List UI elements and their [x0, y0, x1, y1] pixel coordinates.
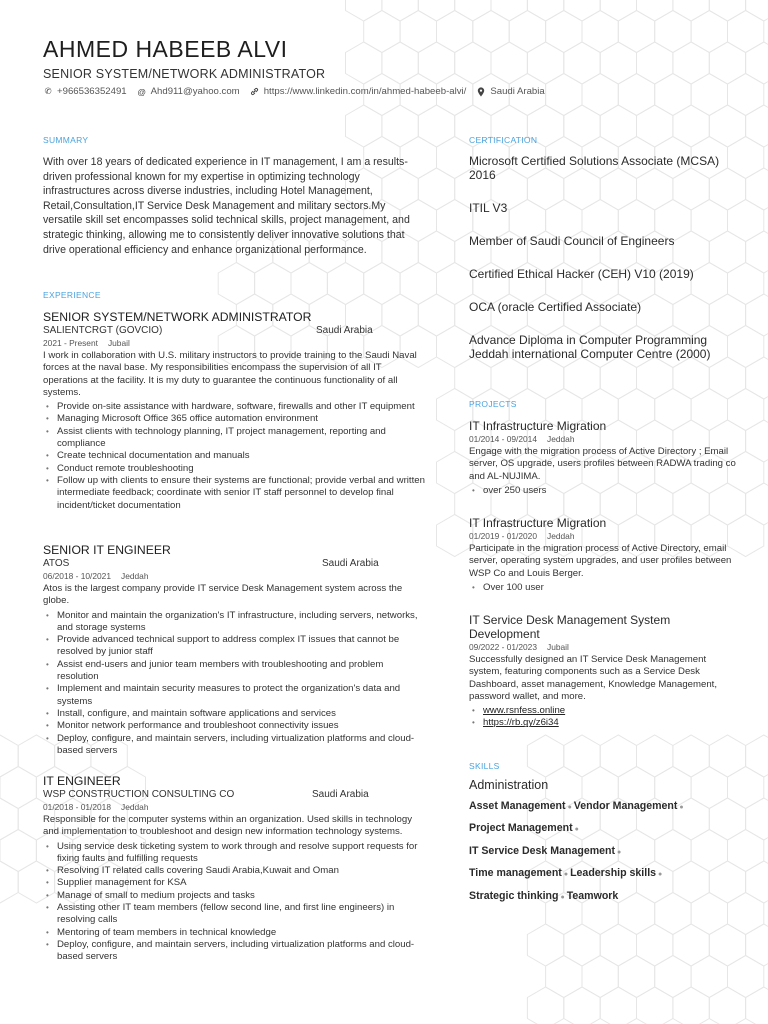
phone-text: +966536352491: [57, 86, 127, 97]
bullet-item: • Using service desk ticketing system to work through and resolve support requests for fixing faults and fulfilling requests: [43, 841, 427, 866]
job-dates: 2021 - Present: [43, 338, 98, 348]
projects-heading: PROJECTS: [469, 399, 517, 409]
bullet-item: • Assist end-users and junior team members with troubleshooting and problem resolution: [43, 659, 427, 684]
project-bullets: [469, 485, 739, 497]
certification-item: Advance Diploma in Computer Programming Jeddah international Computer Centre (2000): [469, 333, 711, 361]
contact-bar: [43, 86, 545, 97]
certification-list: [469, 154, 739, 361]
bullet-item: • Provide advanced technical support to address complex IT issues that cannot be resolved by junior staff: [43, 634, 427, 659]
skill-separator: ●: [658, 871, 663, 879]
project-city: Jeddah: [547, 434, 575, 444]
job-city: Jubail: [107, 338, 130, 348]
project-description: Engage with the migration process of Active Directory ; Email server, OS upgrade, users profiles between RADWA trading co and AL-NUJIMA.: [469, 446, 736, 482]
skill-item: Asset Management: [469, 800, 566, 812]
job-title: SENIOR SYSTEM/NETWORK ADMINISTRATOR: [43, 310, 312, 324]
bullet-item: • Assisting other IT team members (fellow second line, and first line engineers) in resolving calls: [43, 902, 427, 927]
contact-email[interactable]: [137, 86, 240, 97]
project-title: IT Service Desk Management System Development: [469, 613, 671, 641]
bullet-item: • Deploy, configure, and maintain servers, including virtualization platforms and cloud-based servers: [43, 939, 427, 964]
skill-item: Strategic thinking: [469, 889, 559, 902]
skills-section: [469, 761, 739, 912]
skill-separator: ●: [574, 826, 579, 834]
contact-phone: [43, 86, 127, 97]
candidate-role: SENIOR SYSTEM/NETWORK ADMINISTRATOR: [43, 67, 326, 81]
at-icon: @: [137, 86, 146, 97]
job-country: Saudi Arabia: [316, 325, 373, 336]
certification-item: Microsoft Certified Solutions Associate (MCSA) 2016: [469, 154, 720, 182]
bullet-item: • Create technical documentation and manuals: [43, 450, 427, 462]
summary-heading: SUMMARY: [43, 135, 89, 145]
job-dates: 01/2018 - 01/2018: [43, 802, 111, 812]
job-bullets: [43, 841, 427, 964]
project-link-item[interactable]: [469, 717, 739, 729]
skill-line: [469, 890, 739, 912]
skill-item: IT Service Desk Management: [469, 844, 616, 857]
bullet-item: • Monitor network performance and troubleshoot connectivity issues: [43, 720, 427, 732]
project-description: Participate in the migration process of Active Directory, email server, operating system upgrades, and user profiles between WSP Co and Louis Berger.: [469, 543, 732, 579]
project-city: Jeddah: [547, 531, 575, 541]
certification-heading: CERTIFICATION: [469, 135, 538, 145]
project-link[interactable]: https://rb.gy/z6i34: [483, 717, 559, 729]
project-bullets: [469, 582, 739, 594]
project-title: IT Infrastructure Migration: [469, 419, 607, 433]
job-description: Atos is the largest company provide IT service Desk Management system across the globe.: [43, 583, 403, 607]
skills-heading: SKILLS: [469, 761, 500, 771]
bullet-item: • Conduct remote troubleshooting: [43, 463, 427, 475]
left-column: [43, 135, 427, 963]
certification-item: OCA (oracle Certified Associate): [469, 300, 642, 314]
project-links: [469, 705, 739, 730]
job-description: I work in collaboration with U.S. military instructors to provide training to the Saudi Naval forces at the naval base. My responsibilities encompass the supervision of all IT operations at the facility. It is my duty to guarantee the continuous functionality of all systems.: [43, 350, 417, 398]
candidate-name: AHMED HABEEB ALVI: [43, 36, 288, 62]
bullet-item: • Install, configure, and maintain software applications and services: [43, 708, 427, 720]
bullet-item: • Managing Microsoft Office 365 office automation environment: [43, 413, 427, 425]
skill-separator: ●: [563, 871, 569, 879]
skill-item: Teamwork: [566, 889, 619, 902]
bullet-item: • Over 100 user: [469, 582, 739, 594]
right-column: [469, 135, 739, 902]
location-pin-icon: [476, 87, 486, 97]
phone-icon: ✆: [44, 86, 52, 96]
job-entry: [43, 543, 427, 757]
certification-item: ITIL V3: [469, 201, 508, 215]
contact-location: [476, 86, 544, 97]
job-description: Responsible for the computer systems within an organization. Used skills in technology and implementation to troubleshoot and design new information technology systems.: [43, 814, 413, 838]
project-title: IT Infrastructure Migration: [469, 516, 607, 530]
job-company: ATOS: [43, 558, 70, 569]
job-entry: [43, 310, 427, 512]
job-country: Saudi Arabia: [322, 558, 379, 569]
job-company: SALIENTCRGT (GOVCIO): [43, 325, 163, 336]
skill-separator: ●: [560, 893, 565, 901]
skill-item: Time management: [469, 867, 562, 880]
project-link[interactable]: www.rsnfess.online: [483, 705, 566, 717]
project-entry: [469, 419, 739, 497]
bullet-item: • Resolving IT related calls covering Saudi Arabia,Kuwait and Oman: [43, 865, 427, 877]
job-bullets: [43, 610, 427, 758]
project-link-item[interactable]: [469, 705, 739, 717]
job-entry: [43, 774, 427, 964]
job-country: Saudi Arabia: [312, 789, 369, 800]
bullet-item: • Follow up with clients to ensure their systems are functional; provide verbal and written intermediate feedback; coordinate with senior IT staff personnel to develop final incident/ticket documentation: [43, 475, 427, 512]
project-dates: 01/2014 - 09/2014: [469, 434, 537, 444]
skill-item: Vendor Management: [573, 800, 678, 812]
job-city: Jeddah: [121, 802, 149, 812]
bullet-item: • Monitor and maintain the organization's IT infrastructure, including servers, networks, and storage systems: [43, 610, 427, 635]
certification-item: Member of Saudi Council of Engineers: [469, 234, 675, 248]
skill-separator: ●: [617, 848, 622, 856]
bullet-item: • Mentoring of team members in technical knowledge: [43, 927, 427, 939]
bullet-item: • Assist clients with technology planning, IT project management, reporting and compliance: [43, 426, 427, 451]
project-dates: 09/2022 - 01/2023: [469, 642, 537, 652]
certification-item: Certified Ethical Hacker (CEH) V10 (2019): [469, 267, 694, 281]
job-dates: 06/2018 - 10/2021: [43, 571, 111, 581]
job-bullets: [43, 401, 427, 512]
bullet-item: • Deploy, configure, and maintain servers, including virtualization platforms and cloud-based servers: [43, 733, 427, 758]
linkedin-text[interactable]: https://www.linkedin.com/in/ahmed-habeeb-alvi/: [263, 86, 467, 97]
skill-line: [469, 800, 739, 822]
link-icon: [250, 87, 260, 97]
project-dates: 01/2019 - 01/2020: [469, 531, 537, 541]
project-city: Jubail: [547, 642, 569, 652]
summary-text: With over 18 years of dedicated experience in IT management, I am a results-driven professional known for my expertise in optimizing technology infrastructures across diverse industries, including Hotel Management, Retail,Consultation,IT Service Desk Management and military sectors.My versatile skill set encompasses solid technical skills, project management, and strategic thinking, allowing me to consistently deliver innovative solutions that drive operational efficiency and enhance organizational performance.: [43, 156, 410, 256]
skill-item: Project Management: [469, 822, 573, 835]
skill-line: [469, 822, 739, 844]
bullet-item: • Provide on-site assistance with hardware, software, firewalls and other IT equipment: [43, 401, 427, 413]
project-entry: [469, 613, 739, 730]
project-description: Successfully designed an IT Service Desk Management system, featuring components such as a Service Desk Dashboard, asset management, Knowledge Management, password wallet, and more.: [469, 654, 717, 702]
bullet-item: • Implement and maintain security measures to protect the organization's data and systems: [43, 683, 427, 708]
project-entry: [469, 516, 739, 594]
contact-linkedin[interactable]: [250, 86, 467, 97]
email-text[interactable]: Ahd911@yahoo.com: [150, 86, 240, 97]
skills-category-title: Administration: [469, 778, 549, 792]
skills-list: [469, 800, 739, 912]
bullet-item: • Manage of small to medium projects and tasks: [43, 890, 427, 902]
bullet-item: • Supplier management for KSA: [43, 877, 427, 889]
skill-separator: ●: [679, 804, 684, 811]
skill-item: Leadership skills: [570, 867, 657, 880]
job-company: WSP CONSTRUCTION CONSULTING CO: [43, 789, 235, 800]
location-text: Saudi Arabia: [490, 86, 545, 97]
skill-separator: ●: [567, 804, 572, 811]
job-title: SENIOR IT ENGINEER: [43, 543, 171, 557]
job-title: IT ENGINEER: [43, 774, 121, 788]
job-city: Jeddah: [121, 571, 149, 581]
skill-line: [469, 867, 739, 889]
bullet-item: • over 250 users: [469, 485, 739, 497]
skill-line: [469, 845, 739, 867]
experience-heading: EXPERIENCE: [43, 290, 101, 300]
